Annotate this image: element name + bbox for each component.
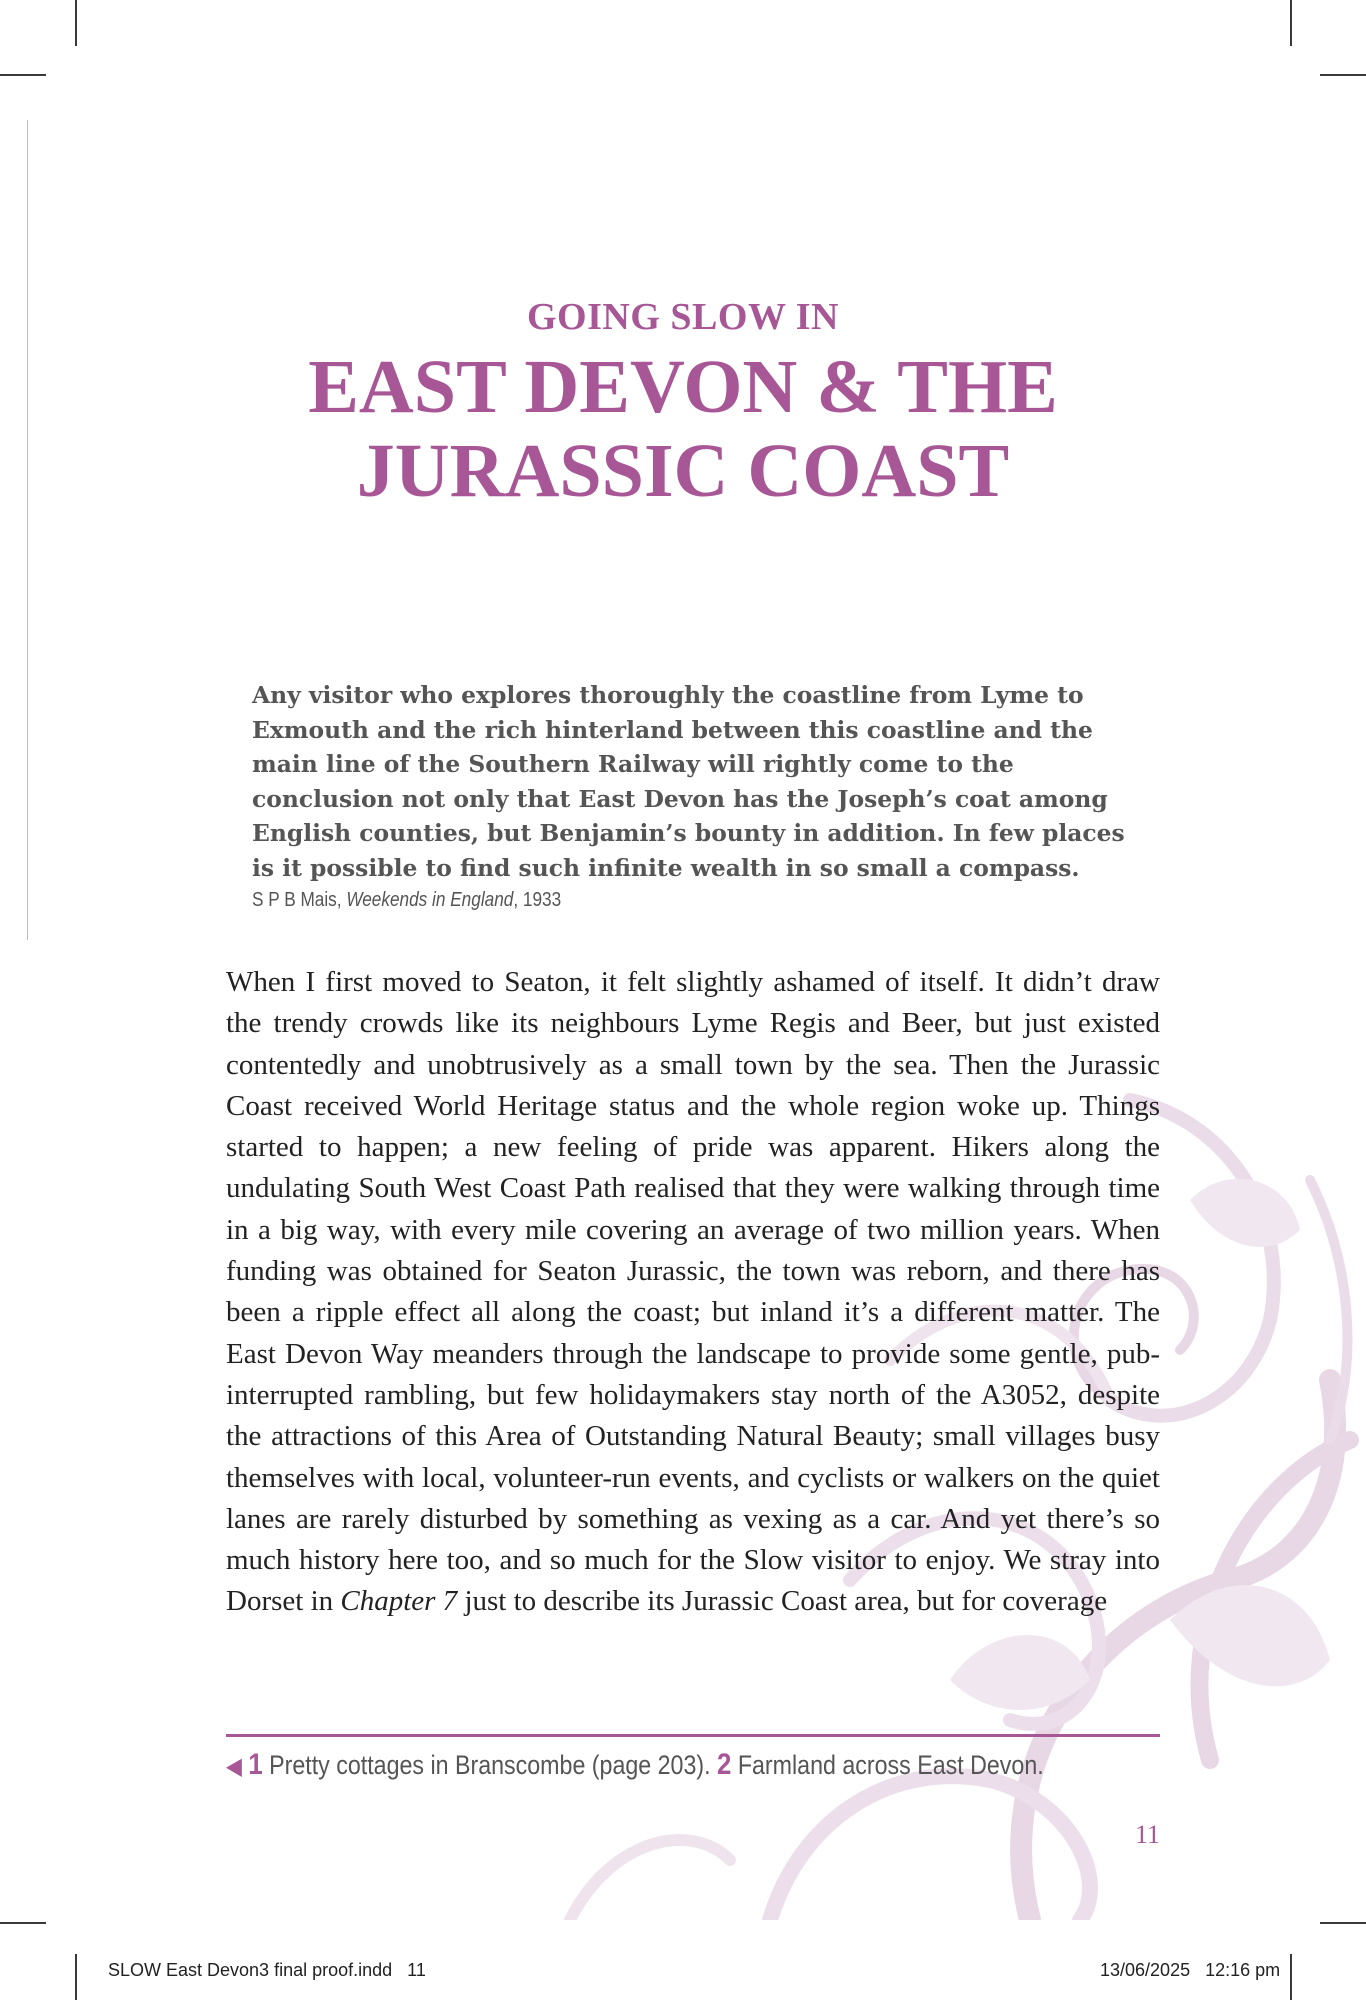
- crop-mark-top-right-horizontal: [1320, 74, 1366, 76]
- crop-mark-top-right-vertical: [1290, 0, 1292, 46]
- caption-text-1: Pretty cottages in Branscombe (page 203).: [262, 1750, 711, 1780]
- bleed-line-left: [27, 120, 28, 940]
- page-number: 11: [1134, 1820, 1160, 1849]
- body-text-part-2: just to describe its Jurassic Coast area, but for coverage: [457, 1585, 1108, 1618]
- slug-timestamp: 13/06/2025 12:16 pm: [1100, 1960, 1281, 1980]
- body-text-part-1: When I first moved to Seaton, it felt slightly ashamed of itself. It didn’t draw the trendy crowds like its neighbours Lyme Regis and Beer, but just existed contentedly and unobtrusively as a small town by the sea. Then the Jurassic Coast received World Heritage status and the whole region woke up. Things started to happen; a new feeling of pride was apparent. Hikers along the undulating South West Coast Path realised that they were walking through time in a big way, with every mile covering an average of two million years. When funding was obtained for Seaton Jurassic, the town was reborn, and there has been a ripple effect all along the coast; but inland it’s a different matter. The East Devon Way meanders through the landscape to provide some gentle, pub-interrupted rambling, but few holidaymakers stay north of the A3052, despite the attractions of this Area of Outstanding Natural Beauty; small villages busy themselves with local, volunteer-run events, and cyclists or walkers on the quiet lanes are rarely disturbed by something as vexing as a car. And yet there’s so much history here too, and so much for the Slow visitor to enjoy. We stray into Dorset in: [226, 966, 1160, 1618]
- caption-text-2: Farmland across East Devon.: [731, 1750, 1044, 1780]
- chapter-heading: [0, 295, 1366, 513]
- chapter-reference: Chapter 7: [340, 1585, 458, 1618]
- epigraph: [252, 678, 1132, 912]
- chapter-title-line-2: JURASSIC COAST: [356, 429, 1010, 513]
- chapter-title: [0, 345, 1366, 513]
- photo-caption: [226, 1748, 1172, 1782]
- epigraph-author: S P B Mais,: [252, 889, 347, 911]
- crop-mark-bottom-right-horizontal: [1320, 1922, 1366, 1924]
- caption-number-2: 2: [717, 1748, 732, 1781]
- chapter-kicker: GOING SLOW IN: [527, 296, 839, 338]
- crop-mark-top-left-vertical: [75, 0, 77, 46]
- epigraph-attribution: [252, 889, 1009, 912]
- crop-mark-bottom-right-vertical: [1290, 1954, 1292, 2000]
- epigraph-work: Weekends in England: [346, 889, 514, 911]
- crop-mark-bottom-left-vertical: [75, 1954, 77, 2000]
- slug-file-info: SLOW East Devon3 final proof.indd 11: [108, 1960, 426, 1980]
- epigraph-quote: Any visitor who explores thoroughly the coastline from Lyme to Exmouth and the rich hinterland between this coastline and the main line of the Southern Railway will rightly come to the conclusion not only that East Devon has the Joseph’s coat among English counties, but Benjamin’s bounty in addition. In few places is it possible to find such infinite wealth in so small a compass.: [252, 681, 1125, 882]
- chapter-title-line-1: EAST DEVON & THE: [308, 345, 1058, 429]
- crop-mark-top-left-horizontal: [0, 74, 46, 76]
- caption-number-1: 1: [248, 1748, 263, 1781]
- caption-rule: [226, 1734, 1160, 1737]
- caption-arrow-icon: ◀: [226, 1753, 242, 1780]
- epigraph-year: , 1933: [513, 889, 562, 911]
- crop-mark-bottom-left-horizontal: [0, 1922, 46, 1924]
- body-paragraph: [226, 962, 1160, 1623]
